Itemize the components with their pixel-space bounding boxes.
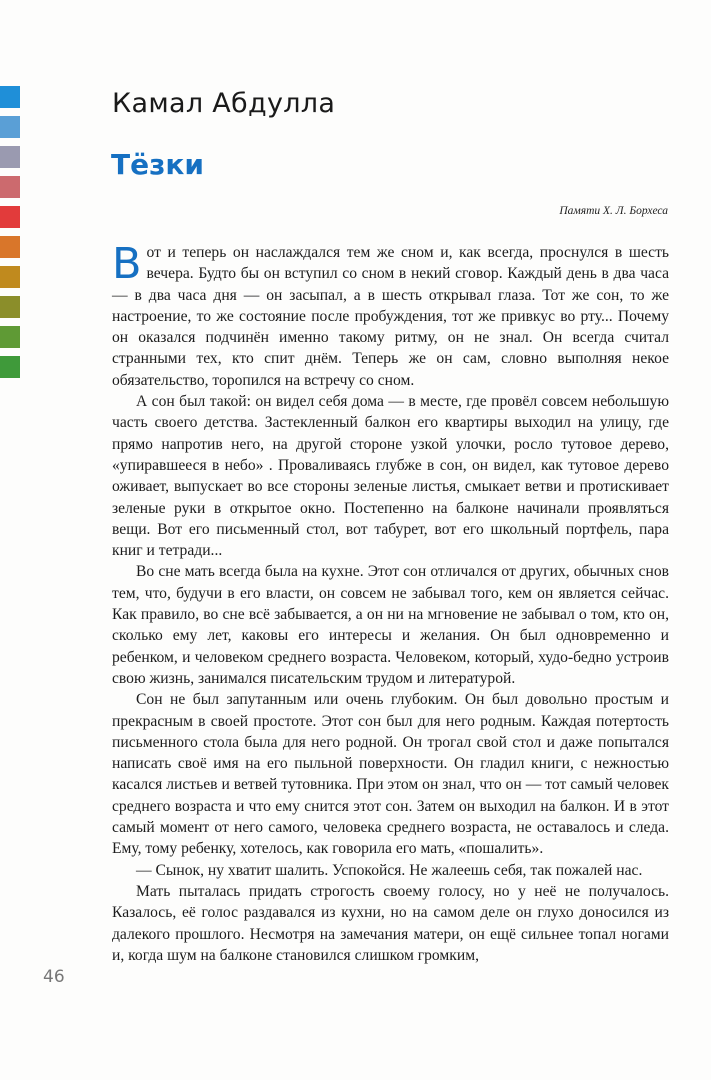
paragraph-text: от и теперь он наслаждался тем же сном и, как всегда, проснулся в шесть вечера. Будто бы он вступил со сном в некий сговор. Каждый день в два часа — в два часа дня — он засыпал, а в шесть открывал глаза. Тот же сон, то же настроение, то же состояние после пробуждения, тот же привкус во рту... Почему он оказался подчинён именно такому ритму, он не знал. Он всегда считал странными тех, кто спит днём. Теперь же он сам, словно выполняя некое обязательство, торопился на встречу со сном.: [112, 244, 669, 389]
color-edge-tabs: [0, 86, 20, 386]
color-tab: [0, 176, 20, 198]
paragraph: Во сне мать всегда была на кухне. Этот сон отличался от других, обычных снов тем, что, будучи в его власти, он совсем не забывал того, кем он является сейчас. Как правило, во сне всё забывается, а он ни на мгновение не забывал о том, кто он, сколько ему лет, каковы его интересы и желания. Он был одновременно и ребенком, и человеком среднего возраста. Человеком, который, худо-бедно устроив свою жизнь, занимался писательским трудом и литературой.: [112, 563, 669, 687]
page-number: 46: [43, 967, 65, 987]
color-tab: [0, 206, 20, 228]
color-tab: [0, 326, 20, 348]
color-tab: [0, 236, 20, 258]
color-tab: [0, 266, 20, 288]
color-tab: [0, 116, 20, 138]
paragraph: А сон был такой: он видел себя дома — в месте, где провёл совсем небольшую часть своего детства. Застекленный балкон его квартиры выходил на улицу, где прямо напротив него, на другой стороне узкой улочки, росло тутовое дерево, «упиравшееся в небо» . Проваливаясь глубже в сон, он видел, как тутовое дерево оживает, выпускает во все стороны зеленые листья, смыкает ветви и протискивает зеленые руки в открытое окно. Постепенно на балконе начинали проявляться вещи. Вот его письменный стол, вот табурет, вот его школьный портфель, пара книг и тетради...: [112, 393, 669, 560]
drop-cap: В: [112, 239, 142, 289]
color-tab: [0, 146, 20, 168]
paragraph: Мать пыталась придать строгость своему голосу, но у неё не получалось. Казалось, её голос раздавался из кухни, но на самом деле он глухо доносился из далекого прошлого. Несмотря на замечания матери, он ещё сильнее топал ногами и, когда шум на балконе становился слишком громким,: [112, 882, 669, 964]
story-title: Тёзки: [111, 148, 204, 181]
paragraph: [112, 239, 669, 391]
paragraph: Сон не был запутанным или очень глубоким. Он был довольно простым и прекрасным в своей простоте. Этот сон был для него родным. Каждая потертость письменного стола была для него родной. Он трогал свой стол и даже попытался написать своё имя на его пыльной поверхности. Он гладил книги, с нежностью касался листьев и ветвей тутовника. При этом он знал, что он — тот самый человек среднего возраста и что ему снится этот сон. Затем он выходил на балкон. И в этот самый момент от него самого, человека среднего возраста, не оставалось и следа. Ему, тому ребенку, хотелось, как говорила его мать, «пошалить».: [112, 691, 669, 858]
dialogue-line: — Сынок, ну хватит шалить. Успокойся. Не жалеешь себя, так пожалей нас.: [136, 861, 643, 879]
color-tab: [0, 86, 20, 108]
color-tab: [0, 296, 20, 318]
author-name: Камал Абдулла: [112, 88, 336, 119]
story-body: [112, 239, 669, 966]
color-tab: [0, 356, 20, 378]
epigraph: Памяти Х. Л. Борхеса: [559, 205, 668, 217]
